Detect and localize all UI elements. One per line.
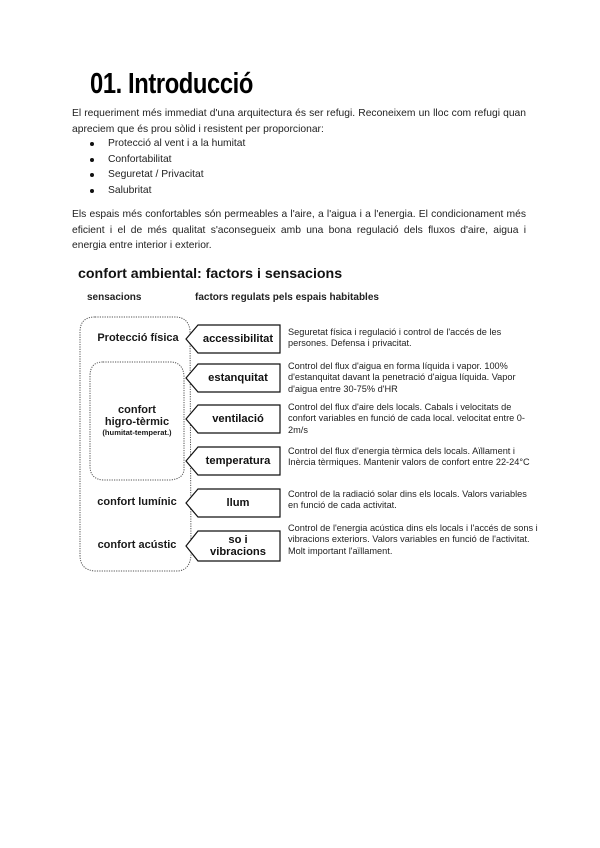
- factor-description-llum: Control de la radiació solar dins els locals. Valors variables en funció de cada activitat.: [288, 489, 527, 511]
- factor-label-accessibilitat: accessibilitat: [202, 333, 274, 345]
- factor-label-temperatura: temperatura: [205, 455, 271, 467]
- factor-label-llum: llum: [226, 497, 250, 509]
- second-paragraph: Els espais més confortables són permeables a l'aire, a l'aigua i a l'energia. El condicionament més eficient i el de més qualitat s'aconsegueix amb una bona regulació dels fluxos d'aire, aigua i energia entre interior i exterior.: [72, 209, 526, 251]
- outer-sensations-box: [80, 317, 191, 571]
- factor-description-ventilacio: Control del flux d'aire dels locals. Cabals i velocitats de confort variables en funció de cada local. velocitat entre 0-2m/s: [288, 402, 525, 435]
- factor-label-estanquitat: estanquitat: [208, 372, 268, 384]
- page-title: 01. Introducció: [90, 68, 253, 100]
- column-header-sensacions: sensacions: [87, 292, 142, 303]
- factor-description-accessibilitat: Seguretat física i regulació i control de l'accés de les persones. Defensa i privacitat.: [288, 327, 502, 349]
- factor-description-so-vibracions: Control de l'energia acústica dins els locals i l'accés de sons i vibracions exteriors. Valors variables en funció de l'activitat. Molt important l'aïllament.: [288, 523, 538, 556]
- factor-label-so-vibracions: so i vibracions: [210, 534, 266, 558]
- sensation-higro-termic: confort higro-tèrmic (humitat-temperat.): [102, 404, 172, 437]
- sensation-confort-acustic: confort acústic: [97, 539, 177, 551]
- list-item: Seguretat / Privacitat: [90, 167, 245, 183]
- list-item: Confortabilitat: [90, 152, 245, 168]
- sensation-proteccio-fisica: Protecció física: [97, 332, 179, 344]
- factor-label-ventilacio: ventilació: [212, 413, 264, 425]
- factor-description-temperatura: Control del flux d'energia tèrmica dels locals. Aïllament i Inèrcia tèrmiques. Mantenir valors de confort entre 22-24°C: [288, 446, 530, 468]
- figure-title: confort ambiental: factors i sensacions: [78, 266, 343, 282]
- column-header-factors: factors regulats pels espais habitables: [195, 292, 379, 303]
- list-item: Protecció al vent i a la humitat: [90, 136, 245, 152]
- list-item: Salubritat: [90, 183, 245, 199]
- sensation-confort-luminic: confort lumínic: [97, 496, 177, 508]
- factor-description-estanquitat: Control del flux d'aigua en forma líquida i vapor. 100% d'estanquitat davant la penetració d'aigua líquida. Vapor d'aigua entre 30-75% d'HR: [288, 361, 516, 394]
- intro-paragraph: El requeriment més immediat d'una arquitectura és ser refugi. Reconeixem un lloc com refugi quan apreciem que és prou sòlid i resistent per proporcionar:: [72, 108, 526, 135]
